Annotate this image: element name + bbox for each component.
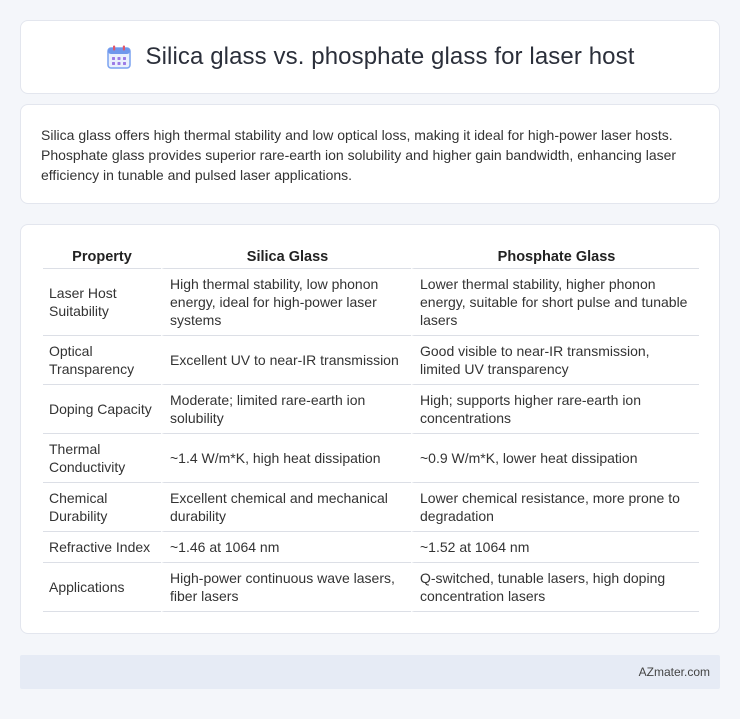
table-row [43,269,699,336]
phosphate-cell: Q-switched, tunable lasers, high doping concentration lasers [411,563,699,612]
silica-cell: High-power continuous wave lasers, fiber lasers [161,563,411,612]
property-cell: Chemical Durability [43,483,161,532]
phosphate-cell: Lower chemical resistance, more prone to degradation [411,483,699,532]
silica-cell: ~1.4 W/m*K, high heat dissipation [161,434,411,483]
phosphate-cell: ~0.9 W/m*K, lower heat dissipation [411,434,699,483]
phosphate-cell: Good visible to near-IR transmission, limited UV transparency [411,336,699,385]
footer-brand: AZmater.com [638,665,710,679]
property-cell: Optical Transparency [43,336,161,385]
property-cell: Refractive Index [43,532,161,563]
column-header-silica: Silica Glass [161,245,411,269]
intro-text: Silica glass offers high thermal stability and low optical loss, making it ideal for high-power laser hosts. Phosphate glass provides superior rare-earth ion solubility and higher gain bandwidth, enhancing laser efficiency in tunable and pulsed laser applications. [41,127,677,183]
phosphate-cell: High; supports higher rare-earth ion concentrations [411,385,699,434]
title-wrap [106,43,635,71]
silica-cell: Excellent UV to near-IR transmission [161,336,411,385]
property-cell: Thermal Conductivity [43,434,161,483]
table-header-row [43,245,699,269]
phosphate-cell: ~1.52 at 1064 nm [411,532,699,563]
table-row [43,483,699,532]
silica-cell: Excellent chemical and mechanical durability [161,483,411,532]
silica-cell: Moderate; limited rare-earth ion solubility [161,385,411,434]
column-header-phosphate: Phosphate Glass [411,245,699,269]
title-card [20,20,720,94]
intro-card [20,104,720,204]
table-row [43,434,699,483]
table-row [43,563,699,612]
table-row [43,532,699,563]
comparison-table-card [20,224,720,634]
table-row [43,385,699,434]
column-header-property: Property [43,245,161,269]
silica-cell: High thermal stability, low phonon energy, ideal for high-power laser systems [161,269,411,336]
property-cell: Doping Capacity [43,385,161,434]
property-cell: Applications [43,563,161,612]
property-cell: Laser Host Suitability [43,269,161,336]
phosphate-cell: Lower thermal stability, higher phonon energy, suitable for short pulse and tunable lasers [411,269,699,336]
calendar-icon [106,44,132,70]
page-title: Silica glass vs. phosphate glass for laser host [145,43,635,70]
footer [20,655,720,689]
comparison-table [43,245,699,612]
table-row [43,336,699,385]
silica-cell: ~1.46 at 1064 nm [161,532,411,563]
